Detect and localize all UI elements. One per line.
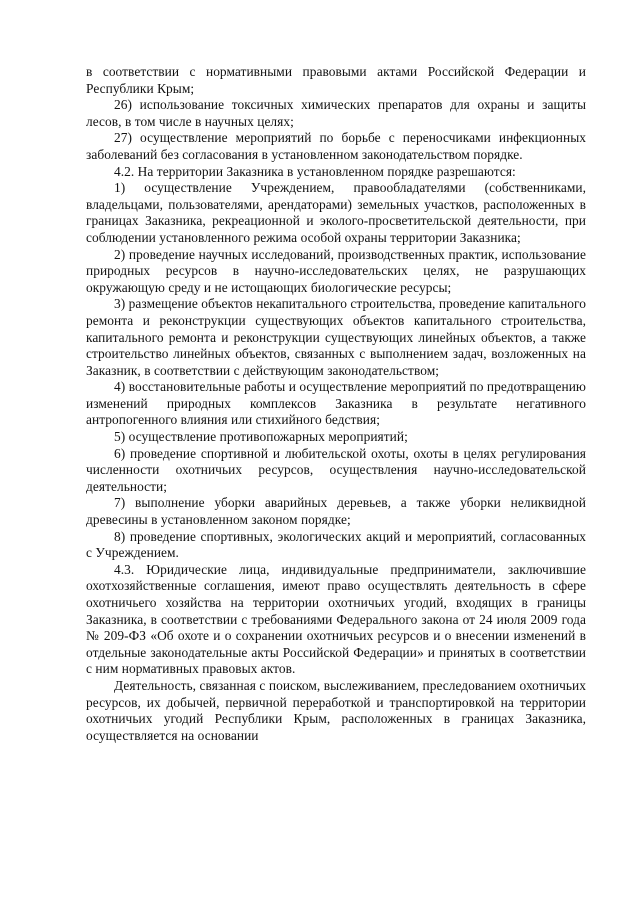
section-paragraph-4-3: 4.3. Юридические лица, индивидуальные предприниматели, заключившие охотхозяйственные соглашения, имеют право осуществлять деятельность в сфере охотничьего хозяйства на территории охотничьих угодий, входящих в границы Заказника, в соответствии с требованиями Федерального закона от 24 июля 2009 года № 209-ФЗ «Об охоте и о сохранении охотничьих ресурсов и о внесении изменений в отдельные законодательные акты Российской Федерации» и принятых в соответствии с ним нормативных правовых актов. [86,561,586,677]
paragraph-permitted-4: 4) восстановительные работы и осуществление мероприятий по предотвращению изменений природных комплексов Заказника в результате негативного антропогенного влияния или стихийного бедствия; [86,379,586,428]
document-body [86,64,586,744]
paragraph-permitted-1: 1) осуществление Учреждением, правообладателями (собственниками, владельцами, пользователями, арендаторами) земельных участков, расположенных в границах Заказника, рекреационной и эколого-просветительской деятельности, при соблюдении установленного режима особой охраны территории Заказника; [86,180,586,245]
paragraph-hunting-activity: Деятельность, связанная с поиском, выслеживанием, преследованием охотничьих ресурсов, их добычей, первичной переработкой и транспортировкой на территории охотничьих угодий Республики Крым, расположенных в границах Заказника, осуществляется на основании [86,677,586,743]
paragraph-permitted-6: 6) проведение спортивной и любительской охоты, охоты в целях регулирования численности охотничьих ресурсов, осуществления научно-исследовательской деятельности; [86,445,586,494]
paragraph-permitted-5: 5) осуществление противопожарных мероприятий; [114,429,408,445]
paragraph-permitted-7: 7) выполнение уборки аварийных деревьев, а также уборки неликвидной древесины в установленном законом порядке; [86,495,586,528]
paragraph-permitted-8: 8) проведение спортивных, экологических акций и мероприятий, согласованных с Учреждением. [86,528,586,561]
section-heading-4-2: 4.2. На территории Заказника в установленном порядке разрешаются: [114,163,516,179]
paragraph-item-26: 26) использование токсичных химических препаратов для охраны и защиты лесов, в том числе в научных целях; [86,97,586,129]
paragraph-item-27: 27) осуществление мероприятий по борьбе с переносчиками инфекционных заболеваний без согласования в установленном законодательством порядке. [86,130,586,162]
paragraph-permitted-3: 3) размещение объектов некапитального строительства, проведение капитального ремонта и реконструкции существующих объектов капитального строительства, капитального ремонта и реконструкции существующих линейных объектов, а также строительство линейных объектов, связанных с выполнением задач, возложенных на Заказник, в соответствии с действующим законодательством; [86,296,586,378]
paragraph-continuation: в соответствии с нормативными правовыми актами Российской Федерации и Республики Крым; [86,64,586,96]
paragraph-permitted-2: 2) проведение научных исследований, производственных практик, использование природных ресурсов в научно-исследовательских целях, не разрушающих окружающую среду и не истощающих биологические ресурсы; [86,246,586,295]
